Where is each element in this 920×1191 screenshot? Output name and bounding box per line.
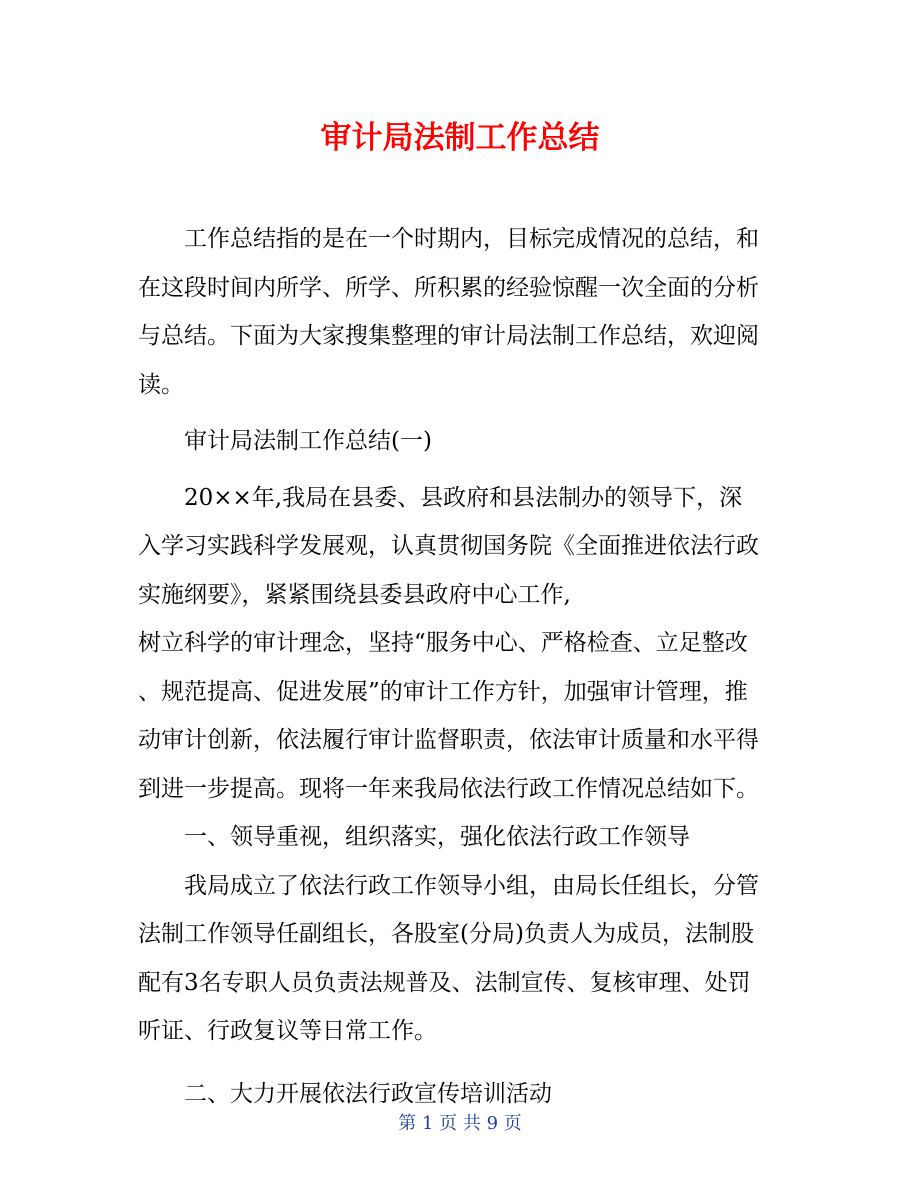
paragraph-line: 树立科学的审计理念，坚持“服务中心、严格检查、立足整改 [138,630,748,656]
paragraph-line: 与总结。下面为大家搜集整理的审计局法制工作总结，欢迎阅 [138,323,759,349]
paragraph-line: 实施纲要》，紧紧围绕县委县政府中心工作, [138,581,571,608]
section-heading: 二、大力开展依法行政宣传培训活动 [184,1080,552,1107]
paragraph-gap [138,409,786,417]
paragraph-line: 入学习实践科学发展观，认真贯彻国务院《全面推进依法行政 [138,533,759,559]
paragraph-line: 听证、行政复议等日常工作。 [138,1018,437,1044]
section-heading: 审计局法制工作总结(一) [184,428,432,454]
paragraph-line: 读。 [138,371,184,398]
paragraph-line: 20××年,我局在县委、县政府和县法制办的领导下，深 [184,484,743,511]
paragraph-line: 配有3名专职人员负责法规普及、法制宣传、复核审理、处罚 [138,969,751,996]
paragraph-line: 在这段时间内所学、所学、所积累的经验惊醒一次全面的分析 [138,274,759,301]
page-number: 第 1 页 共 9 页 [398,1113,522,1134]
document-body [138,215,786,1118]
paragraph-line: 动审计创新，依法履行审计监督职责，依法审计质量和水平得 [138,727,759,753]
paragraph-gap [138,466,786,474]
paragraph-line: 到进一步提高。现将一年来我局依法行政工作情况总结如下。 [138,775,759,802]
paragraph-line: 法制工作领导任副组长，各股室(分局)负责人为成员，法制股 [138,921,754,947]
section-heading: 一、领导重视，组织落实，强化依法行政工作领导 [184,824,690,850]
paragraph-line: 我局成立了依法行政工作领导小组，由局长任组长，分管 [184,872,759,899]
paragraph-gap [138,1056,786,1070]
document-title: 审计局法制工作总结 [320,120,600,156]
paragraph-line: 、规范提高、促进发展”的审计工作方针，加强审计管理，推 [138,678,748,705]
paragraph-line: 工作总结指的是在一个时期内，目标完成情况的总结，和 [184,226,759,252]
